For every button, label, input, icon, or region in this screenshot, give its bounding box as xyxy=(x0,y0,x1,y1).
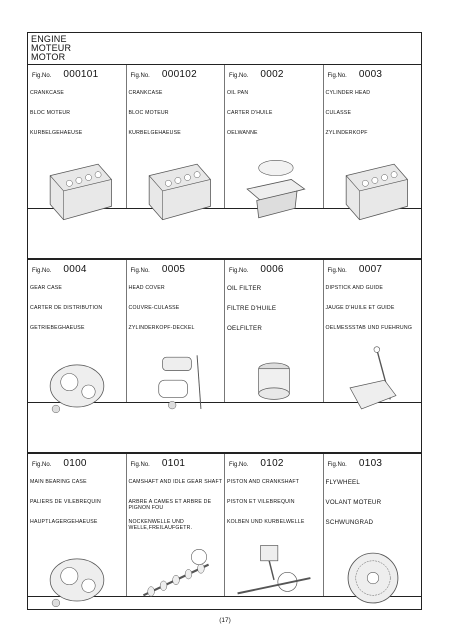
fig-number-value: 0006 xyxy=(260,264,284,275)
catalog-item[interactable] xyxy=(127,260,226,402)
catalog-item[interactable] xyxy=(127,65,226,208)
part-name-fr: CARTER DE DISTRIBUTION xyxy=(30,305,103,311)
part-name-de: OELFILTER xyxy=(227,325,263,332)
fig-label: Fig.No. xyxy=(32,268,52,274)
fig-number-value: 0004 xyxy=(63,264,87,275)
part-name-de: HAUPTLAGERGEHAEUSE xyxy=(30,519,98,525)
fig-number-value: 0103 xyxy=(358,458,383,469)
row-separator xyxy=(28,403,421,453)
part-name-de: ZYLINDERKOPF-DECKEL xyxy=(128,325,195,331)
fig-label: Fig.No. xyxy=(327,73,347,79)
part-name-fr: JAUGE D'HUILE ET GUIDE xyxy=(325,305,395,311)
part-name-en: OIL PAN xyxy=(227,90,249,96)
catalog-item[interactable] xyxy=(28,65,127,208)
row-separator xyxy=(28,209,421,259)
part-name-de: OELWANNE xyxy=(227,130,258,136)
fig-label: Fig.No. xyxy=(327,462,347,468)
fig-number-value: 0003 xyxy=(358,69,383,80)
fig-label: Fig.No. xyxy=(130,73,150,79)
fig-label: Fig.No. xyxy=(229,268,249,274)
part-name-fr: PISTON ET VILEBREQUIN xyxy=(227,499,295,505)
part-name-fr: VOLANT MOTEUR xyxy=(325,499,382,506)
bearing-case-icon xyxy=(31,534,123,624)
camshaft-icon xyxy=(130,534,222,624)
part-name-fr: COUVRE-CULASSE xyxy=(128,305,180,311)
catalog-item[interactable] xyxy=(225,65,324,208)
part-name-en: HEAD COVER xyxy=(128,285,165,291)
fig-number xyxy=(328,69,383,80)
fig-label: Fig.No. xyxy=(130,268,150,274)
catalog-item[interactable] xyxy=(324,454,423,596)
catalog-item[interactable] xyxy=(127,454,226,596)
part-name-de: NOCKENWELLE UND WELLE,FREILAUFGETR. xyxy=(128,519,193,531)
part-name-de: KURBELGEHAEUSE xyxy=(128,130,181,136)
section-title-de: MOTOR xyxy=(31,52,66,62)
fig-number-value: 0102 xyxy=(260,458,284,469)
fig-number xyxy=(32,458,87,469)
piston-icon xyxy=(228,534,320,624)
part-name-fr: PALIERS DE VILEBREQUIN xyxy=(30,499,101,505)
part-name-de: GETRIEBEGHAEUSE xyxy=(30,325,85,331)
fig-label: Fig.No. xyxy=(32,462,52,468)
part-name-en: CAMSHAFT AND IDLE GEAR SHAFT xyxy=(128,479,223,485)
fig-number xyxy=(131,458,186,469)
fig-number xyxy=(229,69,284,80)
fig-number xyxy=(328,458,383,469)
catalog-item[interactable] xyxy=(324,65,423,208)
part-name-fr: BLOC MOTEUR xyxy=(30,110,71,116)
fig-number-value: 000101 xyxy=(63,69,99,80)
part-name-en: CRANKCASE xyxy=(128,90,163,96)
catalog-item[interactable] xyxy=(225,260,324,402)
part-name-en: MAIN BEARING CASE xyxy=(30,479,87,485)
fig-number xyxy=(131,264,186,275)
fig-number xyxy=(131,69,198,80)
part-name-de: KOLBEN UND KURBELWELLE xyxy=(227,519,305,525)
part-name-de: ZYLINDERKOPF xyxy=(325,130,368,136)
section-title-en: ENGINE xyxy=(31,34,67,44)
part-name-en: FLYWHEEL xyxy=(325,479,360,486)
part-name-en: PISTON AND CRANKSHAFT xyxy=(227,479,300,485)
part-name-en: CYLINDER HEAD xyxy=(325,90,371,96)
fig-number xyxy=(229,264,284,275)
fig-label: Fig.No. xyxy=(229,73,249,79)
part-name-en: OIL FILTER xyxy=(227,285,262,292)
fig-label: Fig.No. xyxy=(327,268,347,274)
fig-number-value: 0005 xyxy=(161,264,186,275)
section-header xyxy=(28,33,421,65)
part-name-fr: CARTER D'HUILE xyxy=(227,110,273,116)
catalog-row xyxy=(28,65,421,209)
part-name-de: OELMESSSTAB UND FUEHRUNG xyxy=(325,325,413,331)
part-name-en: DIPSTICK AND GUIDE xyxy=(325,285,384,291)
section-title-fr: MOTEUR xyxy=(31,43,72,53)
catalog-item[interactable] xyxy=(28,260,127,402)
fig-number xyxy=(32,264,87,275)
page-number: (17) xyxy=(219,617,231,624)
fig-number xyxy=(328,264,383,275)
fig-number xyxy=(32,69,99,80)
catalog-item[interactable] xyxy=(324,260,423,402)
fig-label: Fig.No. xyxy=(32,73,52,79)
fig-number-value: 000102 xyxy=(161,69,198,80)
catalog-item[interactable] xyxy=(28,454,127,596)
part-name-fr: FILTRE D'HUILE xyxy=(227,305,277,312)
fig-number-value: 0100 xyxy=(63,458,87,469)
part-name-fr: CULASSE xyxy=(325,110,352,116)
fig-number-value: 0002 xyxy=(260,69,284,80)
catalog-item[interactable] xyxy=(225,454,324,596)
catalog-row xyxy=(28,259,421,403)
part-name-en: CRANKCASE xyxy=(30,90,65,96)
catalog-page xyxy=(27,32,422,610)
fig-label: Fig.No. xyxy=(229,462,249,468)
fig-number-value: 0101 xyxy=(161,458,186,469)
catalog-row xyxy=(28,453,421,597)
fig-number xyxy=(229,458,284,469)
fig-label: Fig.No. xyxy=(130,462,150,468)
part-name-de: KURBELGEHAEUSE xyxy=(30,130,83,136)
fig-number-value: 0007 xyxy=(358,264,383,275)
part-name-de: SCHWUNGRAD xyxy=(325,519,374,526)
part-name-fr: BLOC MOTEUR xyxy=(128,110,169,116)
part-name-fr: ARBRE A CAMES ET ARBRE DE PIGNON FOU xyxy=(128,499,212,511)
part-name-en: GEAR CASE xyxy=(30,285,63,291)
flywheel-icon xyxy=(327,534,419,624)
